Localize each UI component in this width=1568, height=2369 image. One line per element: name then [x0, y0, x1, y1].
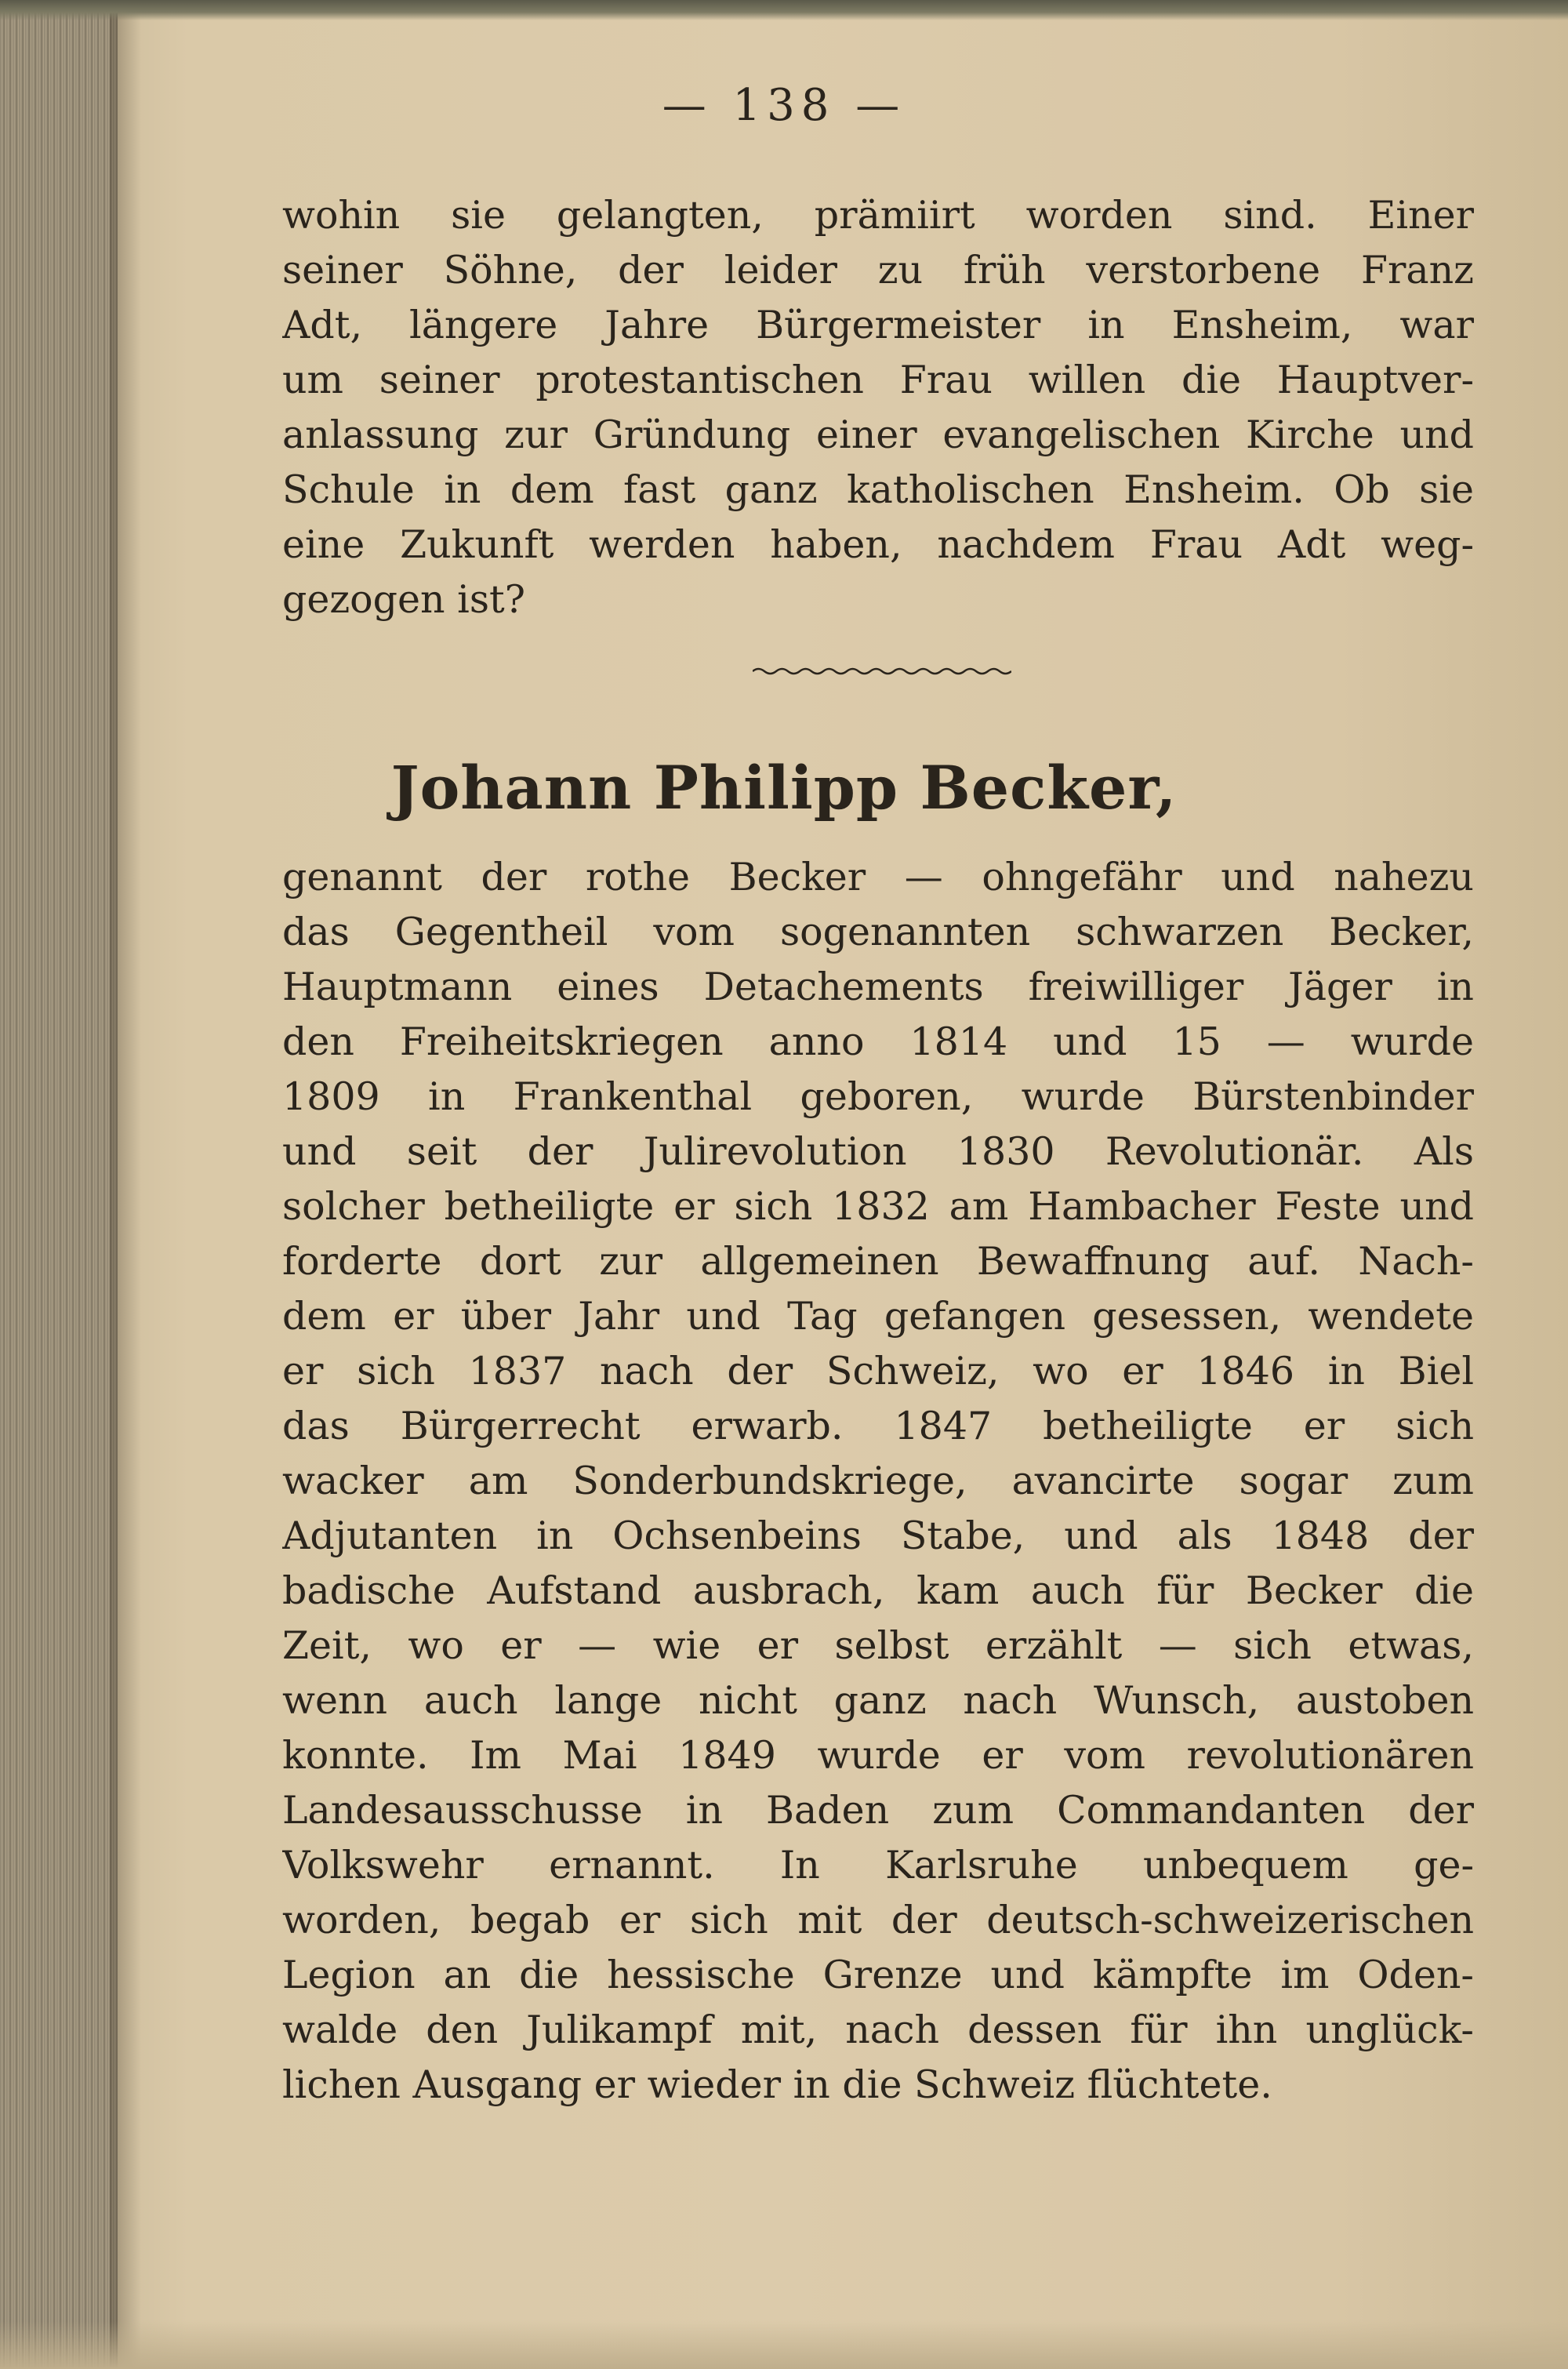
text-line: er sich 1837 nach der Schweiz, wo er 1846 in Biel	[282, 1349, 1474, 1393]
text-line: seiner Söhne, der leider zu früh verstorbene Franz	[282, 248, 1474, 292]
text-line: lichen Ausgang er wieder in die Schweiz flüchtete.	[282, 2062, 1272, 2107]
text-line: 1809 in Frankenthal geboren, wurde Bürstenbinder	[282, 1074, 1474, 1119]
text-line: das Bürgerrecht erwarb. 1847 betheiligte er sich	[282, 1404, 1474, 1448]
text-line: Hauptmann eines Detachements freiwilliger Jäger in	[282, 965, 1474, 1009]
text-line: walde den Julikampf mit, nach dessen für ihn unglück-	[282, 2007, 1474, 2052]
text-line: gezogen ist?	[282, 577, 525, 622]
text-line: anlassung zur Gründung einer evangelischen Kirche und	[282, 412, 1474, 457]
text-line: um seiner protestantischen Frau willen die Hauptver-	[282, 358, 1474, 402]
text-line: wenn auch lange nicht ganz nach Wunsch, austoben	[282, 1678, 1474, 1723]
text-line: genannt der rothe Becker — ohngefähr und nahezu	[282, 855, 1474, 899]
text-line: Landesausschusse in Baden zum Commandanten der	[282, 1788, 1474, 1833]
page-edges	[0, 0, 118, 2369]
text-line: eine Zukunft werden haben, nachdem Frau Adt weg-	[282, 522, 1474, 567]
text-line: Schule in dem fast ganz katholischen Ensheim. Ob sie	[282, 467, 1474, 512]
intro-paragraph	[282, 188, 1474, 627]
text-line: Volkswehr ernannt. In Karlsruhe unbequem ge-	[282, 1843, 1474, 1888]
text-line: Adt, längere Jahre Bürgermeister in Ensheim, war	[282, 303, 1474, 347]
page-number: — 138 —	[662, 80, 906, 131]
text-line: das Gegentheil vom sogenannten schwarzen Becker,	[282, 910, 1474, 954]
text-line: wacker am Sonderbundskriege, avancirte sogar zum	[282, 1459, 1474, 1503]
text-line: badische Aufstand ausbrach, kam auch für Becker die	[282, 1568, 1474, 1613]
section-title: Johann Philipp Becker,	[390, 753, 1178, 823]
wavy-divider	[753, 665, 1011, 678]
text-line: den Freiheitskriegen anno 1814 und 15 — wurde	[282, 1019, 1474, 1064]
text-line: und seit der Julirevolution 1830 Revolutionär. Als	[282, 1129, 1474, 1174]
body-paragraph	[282, 850, 1474, 2113]
text-line: Legion an die hessische Grenze und kämpfte im Oden-	[282, 1953, 1474, 1997]
text-line: konnte. Im Mai 1849 wurde er vom revolutionären	[282, 1733, 1474, 1778]
text-line: wohin sie gelangten, prämiirt worden sind. Einer	[282, 193, 1474, 238]
text-line: solcher betheiligte er sich 1832 am Hambacher Feste und	[282, 1184, 1474, 1229]
gutter-shadow	[110, 0, 141, 2369]
text-line: worden, begab er sich mit der deutsch-schweizerischen	[282, 1898, 1474, 1942]
text-line: dem er über Jahr und Tag gefangen gesessen, wendete	[282, 1294, 1474, 1339]
bottom-edge	[0, 2321, 1568, 2369]
text-line: forderte dort zur allgemeinen Bewaffnung auf. Nach-	[282, 1239, 1474, 1284]
text-line: Zeit, wo er — wie er selbst erzählt — sich etwas,	[282, 1623, 1474, 1668]
top-edge	[0, 0, 1568, 20]
text-line: Adjutanten in Ochsenbeins Stabe, und als 1848 der	[282, 1513, 1474, 1558]
